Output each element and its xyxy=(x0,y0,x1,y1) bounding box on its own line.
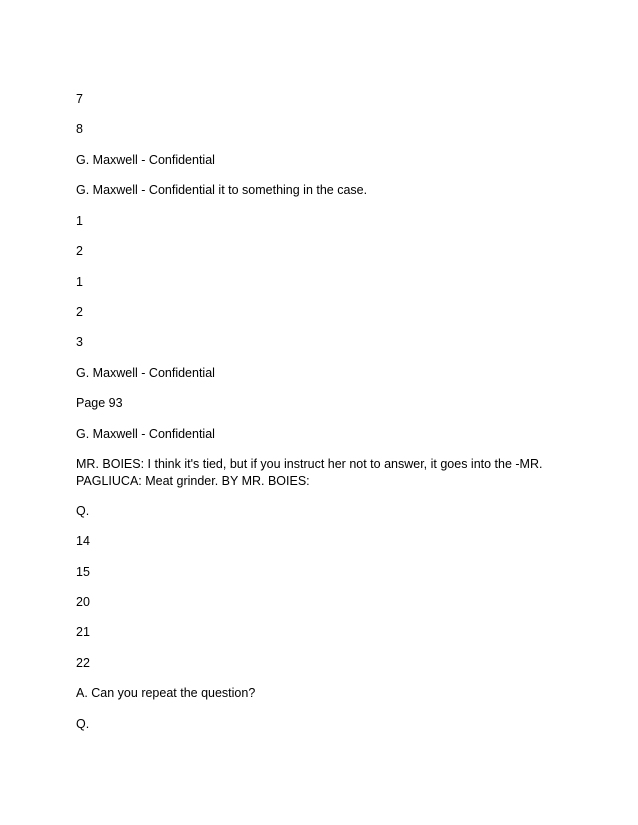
confidential-header: G. Maxwell - Confidential xyxy=(76,366,215,380)
line-number: 14 xyxy=(76,534,90,548)
line-number: 1 xyxy=(76,275,83,289)
line-number: 2 xyxy=(76,244,83,258)
question-marker: Q. xyxy=(76,717,90,731)
line-number: 22 xyxy=(76,656,90,670)
line-number: 8 xyxy=(76,122,83,136)
line-number: 1 xyxy=(76,214,83,228)
confidential-header: G. Maxwell - Confidential xyxy=(76,153,215,167)
line-number: 15 xyxy=(76,565,90,579)
confidential-header: G. Maxwell - Confidential xyxy=(76,427,215,441)
question-marker: Q. xyxy=(76,504,90,518)
line-number: 20 xyxy=(76,595,90,609)
answer-line: A. Can you repeat the question? xyxy=(76,686,256,700)
line-number: 3 xyxy=(76,335,83,349)
confidential-header-text: G. Maxwell - Confidential it to something in the case. xyxy=(76,183,368,197)
line-number: 2 xyxy=(76,305,83,319)
line-number: 21 xyxy=(76,625,90,639)
testimony-paragraph: MR. BOIES: I think it's tied, but if you instruct her not to answer, it goes into the -MR. PAGLIUCA: Meat grinder. BY MR. BOIES: xyxy=(76,457,543,488)
line-number: 7 xyxy=(76,92,83,106)
page-number: Page 93 xyxy=(76,396,123,410)
